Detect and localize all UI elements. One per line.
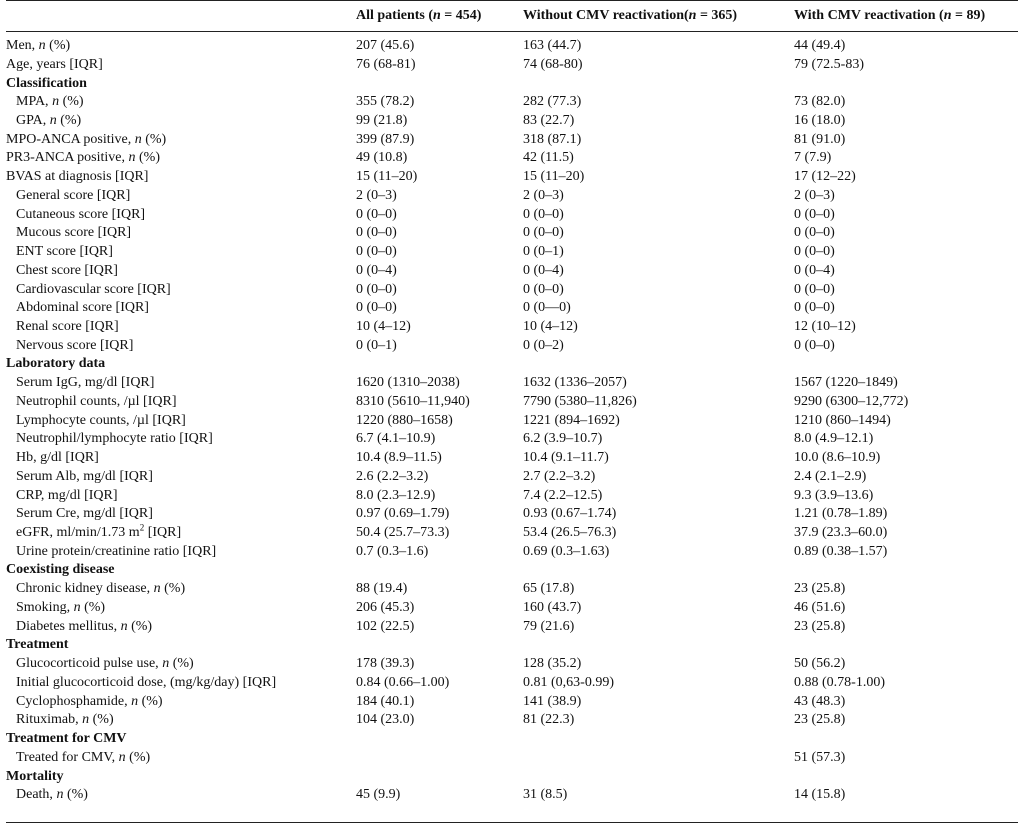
cell-with-cmv: 12 (10–12) — [794, 318, 856, 334]
cell-all-patients: 102 (22.5) — [356, 618, 415, 634]
cell-without-cmv: 31 (8.5) — [523, 787, 568, 803]
cell-without-cmv: 141 (38.9) — [523, 693, 582, 709]
cell-with-cmv: 16 (18.0) — [794, 112, 846, 128]
cell-with-cmv: 0 (0–0) — [794, 281, 835, 297]
cell-all-patients: 8.0 (2.3–12.9) — [356, 487, 436, 503]
table-header-row — [6, 6, 1018, 25]
cell-with-cmv: 1567 (1220–1849) — [794, 375, 898, 391]
cell-without-cmv: 74 (68-80) — [523, 56, 583, 72]
cell-all-patients: 0 (0–4) — [356, 262, 397, 278]
cell-all-patients: 0.84 (0.66–1.00) — [356, 674, 450, 690]
cell-without-cmv: 1632 (1336–2057) — [523, 375, 627, 391]
cell-without-cmv: 0.93 (0.67–1.74) — [523, 506, 617, 522]
cell-with-cmv: 0 (0–0) — [794, 206, 835, 222]
table-row — [6, 298, 1018, 317]
table-row — [6, 598, 1018, 617]
row-label: Rituximab, n (%) — [16, 712, 114, 728]
cell-without-cmv: 0.81 (0,63-0.99) — [523, 674, 614, 690]
table-row — [6, 486, 1018, 505]
row-label: Renal score [IQR] — [16, 318, 119, 334]
cell-without-cmv: 163 (44.7) — [523, 38, 582, 53]
cell-all-patients: 104 (23.0) — [356, 712, 415, 728]
row-label: Cutaneous score [IQR] — [16, 206, 146, 222]
cell-without-cmv: 10.4 (9.1–11.7) — [523, 450, 609, 466]
section-header-row — [6, 635, 1018, 654]
header-with-cmv: With CMV reactivation (n = 89) — [794, 8, 986, 23]
table-row — [6, 55, 1018, 74]
row-label: Cardiovascular score [IQR] — [16, 281, 171, 297]
table-row — [6, 710, 1018, 729]
cell-without-cmv: 0 (0–4) — [523, 262, 564, 278]
cell-without-cmv: 10 (4–12) — [523, 318, 578, 334]
row-label: Serum Alb, mg/dl [IQR] — [16, 468, 153, 484]
table-row — [6, 261, 1018, 280]
table-row — [6, 186, 1018, 205]
cell-all-patients: 1220 (880–1658) — [356, 412, 453, 428]
cell-without-cmv: 0 (0—0) — [523, 300, 571, 316]
row-label: CRP, mg/dl [IQR] — [16, 487, 118, 503]
row-label: Smoking, n (%) — [16, 599, 106, 615]
row-label: BVAS at diagnosis [IQR] — [6, 169, 149, 185]
row-label: Men, n (%) — [6, 38, 71, 53]
section-label: Laboratory data — [6, 356, 106, 372]
cell-without-cmv: 1221 (894–1692) — [523, 412, 620, 428]
cell-all-patients: 2 (0–3) — [356, 187, 397, 203]
table-row — [6, 205, 1018, 224]
cell-without-cmv: 65 (17.8) — [523, 581, 575, 597]
row-label: Serum Cre, mg/dl [IQR] — [16, 506, 153, 522]
cell-without-cmv: 42 (11.5) — [523, 150, 574, 166]
table-row — [6, 654, 1018, 673]
table-row — [6, 785, 1018, 804]
cell-without-cmv: 53.4 (26.5–76.3) — [523, 525, 617, 540]
table-row — [6, 36, 1018, 55]
cell-with-cmv: 79 (72.5-83) — [794, 56, 864, 72]
cell-without-cmv: 6.2 (3.9–10.7) — [523, 431, 603, 447]
cell-all-patients: 399 (87.9) — [356, 131, 415, 147]
cell-with-cmv: 17 (12–22) — [794, 169, 856, 185]
row-label: Neutrophil counts, /µl [IQR] — [16, 393, 177, 409]
cell-all-patients: 184 (40.1) — [356, 693, 415, 709]
cell-all-patients: 6.7 (4.1–10.9) — [356, 431, 436, 447]
cell-with-cmv: 1210 (860–1494) — [794, 412, 891, 428]
cell-with-cmv: 9290 (6300–12,772) — [794, 393, 909, 409]
table-row — [6, 467, 1018, 486]
cell-without-cmv: 2.7 (2.2–3.2) — [523, 468, 596, 484]
cell-without-cmv: 0 (0–2) — [523, 337, 564, 353]
cell-without-cmv: 0 (0–0) — [523, 225, 564, 241]
table-row — [6, 317, 1018, 336]
cell-all-patients: 206 (45.3) — [356, 599, 415, 615]
table-row — [6, 579, 1018, 598]
cell-without-cmv: 79 (21.6) — [523, 618, 575, 634]
cell-all-patients: 0 (0–0) — [356, 281, 397, 297]
cell-with-cmv: 10.0 (8.6–10.9) — [794, 450, 881, 466]
row-label: ENT score [IQR] — [16, 244, 113, 259]
section-label: Classification — [6, 75, 87, 91]
section-label: Coexisting disease — [6, 562, 115, 578]
row-label: Age, years [IQR] — [6, 56, 103, 72]
table-bottom-rule — [6, 822, 1018, 823]
cell-with-cmv: 23 (25.8) — [794, 712, 846, 728]
header-all-patients: All patients (n = 454) — [356, 8, 482, 23]
table-row — [6, 542, 1018, 561]
table-row — [6, 336, 1018, 355]
row-label: Glucocorticoid pulse use, n (%) — [16, 656, 194, 672]
row-label: Nervous score [IQR] — [16, 337, 134, 353]
row-label: PR3-ANCA positive, n (%) — [6, 150, 161, 166]
row-label: Hb, g/dl [IQR] — [16, 450, 99, 466]
cell-all-patients: 49 (10.8) — [356, 150, 408, 166]
cell-all-patients: 178 (39.3) — [356, 656, 415, 672]
section-header-row — [6, 74, 1018, 93]
section-header-row — [6, 729, 1018, 748]
cell-with-cmv: 0 (0–0) — [794, 244, 835, 259]
cell-with-cmv: 14 (15.8) — [794, 787, 846, 803]
table-row — [6, 448, 1018, 467]
cell-all-patients: 0.97 (0.69–1.79) — [356, 506, 450, 522]
header-without-cmv: Without CMV reactivation(n = 365) — [523, 8, 738, 23]
table-row — [6, 223, 1018, 242]
row-label: General score [IQR] — [16, 187, 131, 203]
table-row — [6, 111, 1018, 130]
table-row — [6, 523, 1018, 542]
cell-all-patients: 10.4 (8.9–11.5) — [356, 450, 442, 466]
row-label: GPA, n (%) — [16, 112, 82, 128]
row-label: Abdominal score [IQR] — [16, 300, 149, 316]
cell-all-patients: 2.6 (2.2–3.2) — [356, 468, 429, 484]
table-row — [6, 504, 1018, 523]
cell-all-patients: 50.4 (25.7–73.3) — [356, 525, 450, 540]
section-header-row — [6, 767, 1018, 786]
row-label: Death, n (%) — [16, 787, 88, 803]
table-row — [6, 148, 1018, 167]
row-label: Lymphocyte counts, /µl [IQR] — [16, 412, 186, 428]
cell-without-cmv: 0 (0–1) — [523, 244, 564, 259]
cell-without-cmv: 15 (11–20) — [523, 169, 585, 185]
table-row — [6, 617, 1018, 636]
row-label: Serum IgG, mg/dl [IQR] — [16, 375, 155, 391]
cell-without-cmv: 282 (77.3) — [523, 94, 582, 110]
cell-all-patients: 355 (78.2) — [356, 94, 415, 110]
cell-without-cmv: 83 (22.7) — [523, 112, 575, 128]
cell-with-cmv: 9.3 (3.9–13.6) — [794, 487, 874, 503]
table-row — [6, 429, 1018, 448]
cell-all-patients: 0 (0–0) — [356, 206, 397, 222]
cell-with-cmv: 0 (0–4) — [794, 262, 835, 278]
cell-with-cmv: 2.4 (2.1–2.9) — [794, 468, 867, 484]
section-label: Mortality — [6, 768, 64, 784]
table-top-rule — [6, 0, 1018, 1]
row-label: Neutrophil/lymphocyte ratio [IQR] — [16, 431, 213, 447]
cell-with-cmv: 0 (0–0) — [794, 337, 835, 353]
cell-without-cmv: 128 (35.2) — [523, 656, 582, 672]
table-row — [6, 692, 1018, 711]
row-label: eGFR, ml/min/1.73 $m^2$ [IQR] — [16, 522, 182, 540]
cell-with-cmv: 8.0 (4.9–12.1) — [794, 431, 874, 447]
cell-all-patients: 0 (0–1) — [356, 337, 397, 353]
section-header-row — [6, 354, 1018, 373]
table-row — [6, 392, 1018, 411]
table-row — [6, 167, 1018, 186]
cell-with-cmv: 0.89 (0.38–1.57) — [794, 543, 888, 559]
cell-all-patients: 99 (21.8) — [356, 112, 408, 128]
row-label: Initial glucocorticoid dose, (mg/kg/day) [IQR] — [16, 674, 277, 690]
cell-all-patients: 88 (19.4) — [356, 581, 408, 597]
table-row — [6, 92, 1018, 111]
cell-all-patients: 0 (0–0) — [356, 300, 397, 316]
cell-without-cmv: 0 (0–0) — [523, 281, 564, 297]
cell-without-cmv: 2 (0–3) — [523, 187, 564, 203]
cell-with-cmv: 1.21 (0.78–1.89) — [794, 506, 888, 522]
section-label: Treatment for CMV — [6, 731, 127, 746]
cell-all-patients: 0 (0–0) — [356, 244, 397, 259]
cell-with-cmv: 43 (48.3) — [794, 693, 846, 709]
table-row — [6, 130, 1018, 149]
cell-with-cmv: 37.9 (23.3–60.0) — [794, 525, 888, 540]
cell-without-cmv: 7790 (5380–11,826) — [523, 393, 637, 409]
row-label: MPA, n (%) — [16, 94, 84, 110]
cell-all-patients: 207 (45.6) — [356, 38, 415, 53]
row-label: Urine protein/creatinine ratio [IQR] — [16, 543, 217, 559]
cell-with-cmv: 23 (25.8) — [794, 618, 846, 634]
row-label: Diabetes mellitus, n (%) — [16, 618, 153, 634]
section-label: Treatment — [6, 637, 69, 653]
cell-all-patients: 0 (0–0) — [356, 225, 397, 241]
cell-with-cmv: 0.88 (0.78-1.00) — [794, 674, 885, 690]
cell-with-cmv: 51 (57.3) — [794, 749, 846, 765]
row-label: Chronic kidney disease, n (%) — [16, 581, 186, 597]
cell-without-cmv: 81 (22.3) — [523, 712, 575, 728]
row-label: Treated for CMV, n (%) — [16, 749, 151, 765]
cell-with-cmv: 23 (25.8) — [794, 581, 846, 597]
cell-all-patients: 8310 (5610–11,940) — [356, 393, 470, 409]
cell-with-cmv: 50 (56.2) — [794, 656, 846, 672]
cell-with-cmv: 73 (82.0) — [794, 94, 846, 110]
cell-with-cmv: 2 (0–3) — [794, 187, 835, 203]
table-row — [6, 411, 1018, 430]
row-label: MPO-ANCA positive, n (%) — [6, 131, 167, 147]
cell-all-patients: 45 (9.9) — [356, 787, 401, 803]
table-header-rule — [6, 31, 1018, 32]
cell-with-cmv: 46 (51.6) — [794, 599, 846, 615]
cell-without-cmv: 0.69 (0.3–1.63) — [523, 543, 610, 559]
cell-all-patients: 15 (11–20) — [356, 169, 418, 185]
table-row — [6, 280, 1018, 299]
cell-with-cmv: 0 (0–0) — [794, 300, 835, 316]
cell-all-patients: 10 (4–12) — [356, 318, 411, 334]
cell-without-cmv: 318 (87.1) — [523, 131, 582, 147]
table-row — [6, 242, 1018, 261]
table-row — [6, 748, 1018, 767]
cell-with-cmv: 44 (49.4) — [794, 38, 846, 53]
cell-without-cmv: 7.4 (2.2–12.5) — [523, 487, 603, 503]
row-label: Mucous score [IQR] — [16, 225, 132, 241]
section-header-row — [6, 560, 1018, 579]
table-row — [6, 373, 1018, 392]
cell-with-cmv: 7 (7.9) — [794, 150, 832, 166]
cell-all-patients: 76 (68-81) — [356, 56, 416, 72]
row-label: Chest score [IQR] — [16, 262, 118, 278]
cell-without-cmv: 0 (0–0) — [523, 206, 564, 222]
cell-all-patients: 1620 (1310–2038) — [356, 375, 460, 391]
cell-without-cmv: 160 (43.7) — [523, 599, 582, 615]
cell-with-cmv: 81 (91.0) — [794, 131, 846, 147]
cell-with-cmv: 0 (0–0) — [794, 225, 835, 241]
row-label: Cyclophosphamide, n (%) — [16, 693, 163, 709]
table-row — [6, 673, 1018, 692]
cell-all-patients: 0.7 (0.3–1.6) — [356, 543, 429, 559]
